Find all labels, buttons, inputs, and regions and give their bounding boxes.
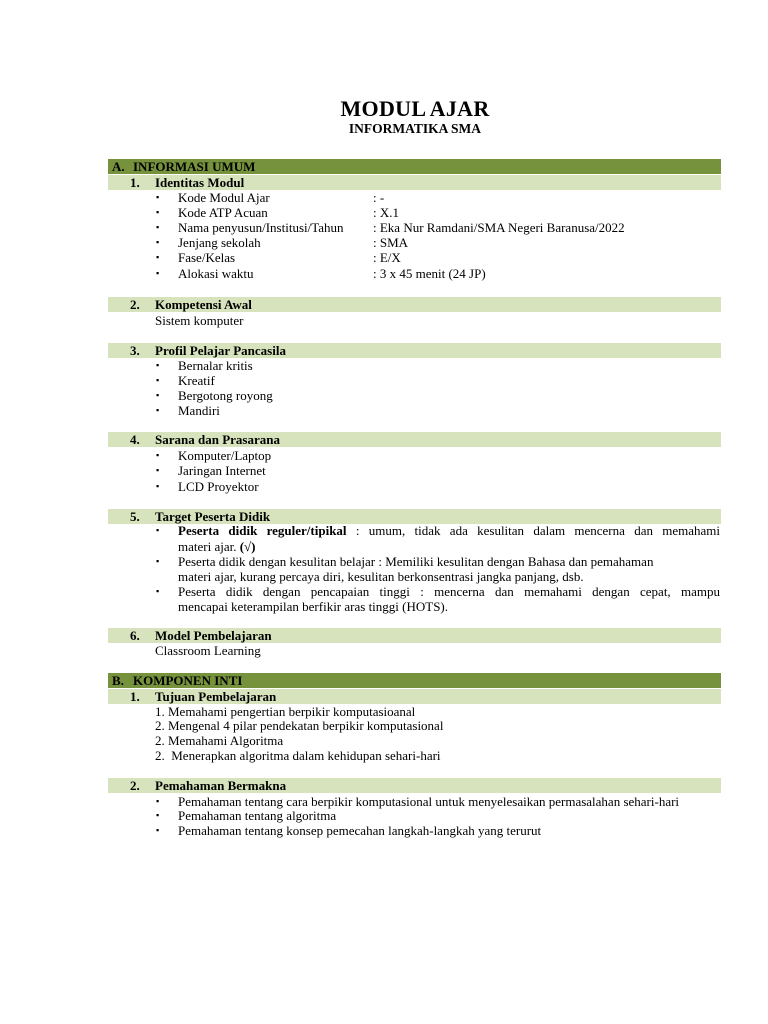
identitas-label: Alokasi waktu [178, 266, 254, 281]
identitas-label: Fase/Kelas [178, 250, 236, 265]
section-a-title: INFORMASI UMUM [133, 159, 256, 174]
document-subtitle: INFORMATIKA SMA [348, 121, 482, 136]
identitas-label: Kode ATP Acuan [178, 205, 268, 220]
bullet-icon: ▪ [156, 481, 160, 491]
sarana-item: Jaringan Internet [178, 463, 266, 478]
target-item-regular-cont [178, 539, 256, 554]
profil-item: Mandiri [178, 403, 220, 418]
bullet-icon: ▪ [156, 525, 160, 535]
identitas-value: : X.1 [373, 205, 399, 220]
identitas-num: 1. [130, 175, 140, 190]
target-item-regular-desc2: materi ajar. [178, 539, 237, 554]
target-item-regular [178, 523, 720, 538]
kompetensi-num: 2. [130, 297, 140, 312]
kompetensi-text: Sistem komputer [155, 313, 244, 328]
sarana-title: Sarana dan Prasarana [155, 432, 280, 447]
bullet-icon: ▪ [156, 375, 160, 385]
identitas-value: : 3 x 45 menit (24 JP) [373, 266, 486, 281]
bullet-icon: ▪ [156, 207, 160, 217]
tujuan-num: 1. [130, 689, 140, 704]
section-a-label: A. [112, 159, 125, 174]
bullet-icon: ▪ [156, 252, 160, 262]
model-num: 6. [130, 628, 140, 643]
pemahaman-item: Pemahaman tentang algoritma [178, 808, 337, 823]
target-item-regular-label: Peserta didik reguler/tipikal [178, 523, 347, 538]
section-b-label: B. [112, 673, 124, 688]
bullet-icon: ▪ [156, 465, 160, 475]
profil-item: Kreatif [178, 373, 215, 388]
profil-num: 3. [130, 343, 140, 358]
bullet-icon: ▪ [156, 390, 160, 400]
identitas-value: : E/X [373, 250, 401, 265]
identitas-value: : - [373, 190, 385, 205]
tujuan-item: 2. Menerapkan algoritma dalam kehidupan sehari-hari [155, 748, 441, 763]
check-mark: (√) [239, 539, 256, 554]
bullet-icon: ▪ [156, 360, 160, 370]
identitas-value: : SMA [373, 235, 409, 250]
target-item-high: Peserta didik dengan pencapaian tinggi : mencerna dan memahami dengan cepat, mampu [178, 584, 720, 599]
pemahaman-title: Pemahaman Bermakna [155, 778, 287, 793]
model-title: Model Pembelajaran [155, 628, 272, 643]
bullet-icon: ▪ [156, 192, 160, 202]
bullet-icon: ▪ [156, 450, 160, 460]
profil-item: Bergotong royong [178, 388, 273, 403]
bullet-icon: ▪ [156, 556, 160, 566]
identitas-value: : Eka Nur Ramdani/SMA Negeri Baranusa/2022 [373, 220, 625, 235]
profil-title: Profil Pelajar Pancasila [155, 343, 286, 358]
bullet-icon: ▪ [156, 268, 160, 278]
target-item-difficulty-cont: materi ajar, kurang percaya diri, kesulitan berkonsentrasi jangka panjang, dsb. [178, 569, 584, 584]
bullet-icon: ▪ [156, 810, 160, 820]
sarana-item: LCD Proyektor [178, 479, 259, 494]
target-item-high-cont: mencapai keterampilan berfikir aras tinggi (HOTS). [178, 599, 449, 614]
identitas-label: Nama penyusun/Institusi/Tahun [178, 220, 344, 235]
target-num: 5. [130, 509, 140, 524]
section-b-title: KOMPONEN INTI [133, 673, 243, 688]
document-title: MODUL AJAR [340, 96, 490, 121]
tujuan-item: 1. Memahami pengertian berpikir komputasioanal [155, 704, 416, 719]
bullet-icon: ▪ [156, 222, 160, 232]
target-item-difficulty: Peserta didik dengan kesulitan belajar : Memiliki kesulitan dengan Bahasa dan pemahaman [178, 554, 654, 569]
profil-item: Bernalar kritis [178, 358, 253, 373]
pemahaman-item: Pemahaman tentang konsep pemecahan langkah-langkah yang terurut [178, 823, 542, 838]
bullet-icon: ▪ [156, 405, 160, 415]
sarana-item: Komputer/Laptop [178, 448, 272, 463]
bullet-icon: ▪ [156, 825, 160, 835]
model-text: Classroom Learning [155, 643, 261, 658]
tujuan-title: Tujuan Pembelajaran [155, 689, 277, 704]
tujuan-item: 2. Mengenal 4 pilar pendekatan berpikir komputasional [155, 718, 444, 733]
identitas-title: Identitas Modul [155, 175, 245, 190]
target-item-regular-desc: : umum, tidak ada kesulitan dalam mencerna dan memahami [355, 523, 721, 538]
pemahaman-num: 2. [130, 778, 140, 793]
pemahaman-item: Pemahaman tentang cara berpikir komputasional untuk menyelesaikan permasalahan sehari-hari [178, 794, 680, 809]
identitas-label: Kode Modul Ajar [178, 190, 270, 205]
bullet-icon: ▪ [156, 237, 160, 247]
bullet-icon: ▪ [156, 586, 160, 596]
sarana-num: 4. [130, 432, 140, 447]
kompetensi-title: Kompetensi Awal [155, 297, 252, 312]
bullet-icon: ▪ [156, 796, 160, 806]
identitas-label: Jenjang sekolah [178, 235, 261, 250]
tujuan-item: 2. Memahami Algoritma [155, 733, 284, 748]
target-title: Target Peserta Didik [155, 509, 271, 524]
